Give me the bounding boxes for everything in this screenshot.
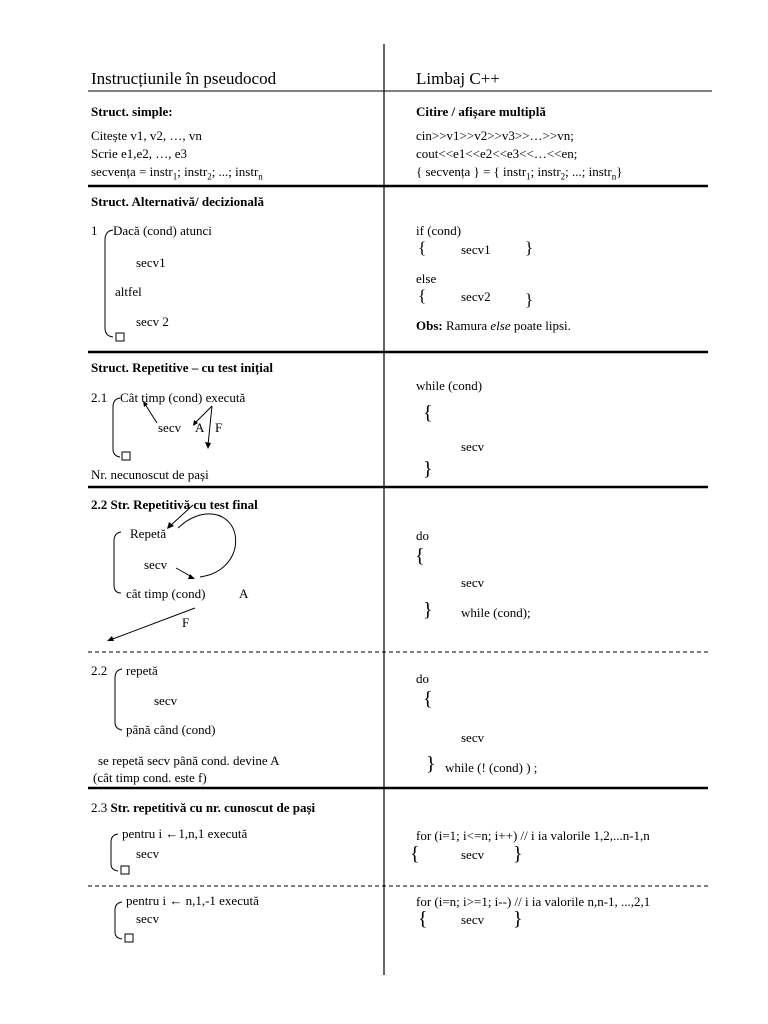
cpp-cout: cout<<e1<<e2<<e3<<…<<en; — [416, 146, 578, 161]
brace-open: { — [415, 545, 425, 567]
cpp-secv: secv — [461, 912, 485, 927]
label-false: F — [215, 420, 223, 435]
end-box — [116, 333, 124, 341]
section-title-simple: Struct. simple: — [91, 104, 173, 119]
label-false: F — [182, 615, 190, 630]
note-while-false: (cât timp cond. este f) — [93, 770, 207, 785]
brace-close: } — [513, 908, 523, 930]
cpp-while-not: while (! (cond) ) ; — [445, 760, 538, 775]
pseudo-secv: secv — [158, 420, 182, 435]
cpp-else: else — [416, 271, 437, 286]
cpp-secv1: secv1 — [461, 242, 491, 257]
cpp-secv: secv — [461, 847, 485, 862]
arrow-head — [188, 574, 195, 579]
repeat-bracket — [114, 532, 121, 593]
brace-close: } — [426, 753, 436, 775]
cpp-if: if (cond) — [416, 223, 462, 238]
brace-open: { — [410, 843, 420, 865]
header-pseudocode: Instrucțiunile în pseudocod — [91, 69, 277, 88]
brace-open: { — [418, 238, 427, 257]
brace-close: } — [525, 290, 534, 309]
brace-open: { — [418, 286, 427, 305]
section-title-initial-test: Struct. Repetitive – cu test inițial — [91, 360, 273, 375]
section-title-io: Citire / afișare multiplă — [416, 104, 546, 119]
cpp-cin: cin>>v1>>v2>>v3>>…>>vn; — [416, 128, 574, 143]
pseudo-secv: secv — [136, 911, 160, 926]
pseudo-until: până când (cond) — [126, 722, 216, 737]
while-bracket — [113, 398, 120, 457]
pseudo-for-descending: pentru i ← n,1,-1 execută — [126, 893, 259, 908]
note-repeat-until: se repetă secv până cond. devine A — [98, 753, 280, 768]
header-cpp: Limbaj C++ — [416, 69, 500, 88]
item-number: 2.1 — [91, 390, 108, 405]
cpp-for-ascending: for (i=1; i<=n; i++) // i ia valorile 1,2,...n-1,n — [416, 828, 650, 843]
pseudo-if: Dacă (cond) atunci — [113, 223, 212, 238]
cpp-while: while (cond) — [416, 378, 483, 393]
cpp-block: { secvența } = { instr$_1$; instr$_2$; ...; instr$_n$} — [416, 164, 623, 182]
pseudo-while-cond: cât timp (cond) — [126, 586, 206, 601]
pseudo-secv: secv — [144, 557, 168, 572]
if-bracket — [105, 230, 113, 337]
pseudo-while: Cât timp (cond) execută — [120, 390, 246, 405]
brace-open: { — [423, 688, 433, 710]
arrow-head — [107, 636, 114, 641]
end-box — [122, 452, 130, 460]
for-bracket-1 — [111, 834, 118, 871]
cpp-secv: secv — [461, 575, 485, 590]
pseudo-secv: secv — [154, 693, 178, 708]
loop-curve — [178, 514, 236, 577]
section-title-final-test: 2.2 Str. Repetitivă cu test final — [91, 497, 258, 512]
pseudo-repeat: Repetă — [130, 526, 167, 541]
note-unknown-steps: Nr. necunoscut de pași — [91, 467, 209, 482]
item-number: 2.2 — [91, 663, 108, 678]
brace-open: { — [423, 402, 433, 424]
pseudo-secv: secv — [136, 846, 160, 861]
pseudo-write: Scrie e1,e2, …, e3 — [91, 146, 188, 161]
cpp-secv: secv — [461, 439, 485, 454]
arrow-false — [208, 406, 212, 445]
cpp-secv: secv — [461, 730, 485, 745]
brace-close: } — [423, 458, 433, 480]
end-box — [121, 866, 129, 874]
brace-close: } — [423, 599, 433, 621]
section-title-alternative: Struct. Alternativă/ decizională — [91, 194, 264, 209]
cpp-do: do — [416, 528, 429, 543]
section-title-known-steps: 2.3 Str. repetitivă cu nr. cunoscut de pași — [91, 800, 316, 815]
brace-close: } — [525, 238, 534, 257]
for-bracket-2 — [115, 902, 122, 939]
pseudo-for-ascending: pentru i ←1,n,1 execută — [122, 826, 248, 841]
brace-open: { — [418, 908, 428, 930]
item-number: 1 — [91, 223, 98, 238]
arrow-head — [205, 442, 211, 449]
label-true: A — [195, 420, 205, 435]
brace-close: } — [513, 843, 523, 865]
cpp-while: while (cond); — [461, 605, 531, 620]
end-box — [125, 934, 133, 942]
cpp-do: do — [416, 671, 429, 686]
pseudo-else: altfel — [115, 284, 142, 299]
label-true: A — [239, 586, 249, 601]
repeat-until-bracket — [115, 669, 122, 730]
pseudo-sequence: secvența = instr$_1$; instr$_2$; ...; instr$_n$ — [91, 164, 263, 182]
pseudo-repeat: repetă — [126, 663, 158, 678]
arrow-loop-back — [145, 404, 157, 423]
observation: Obs: Ramura else poate lipsi. — [416, 318, 571, 333]
cpp-secv2: secv2 — [461, 289, 491, 304]
cpp-for-descending: for (i=n; i>=1; i--) // i ia valorile n,n-1, ...,2,1 — [416, 894, 651, 909]
pseudo-read: Citește v1, v2, …, vn — [91, 128, 202, 143]
pseudo-secv2: secv 2 — [136, 314, 169, 329]
pseudo-secv1: secv1 — [136, 255, 166, 270]
